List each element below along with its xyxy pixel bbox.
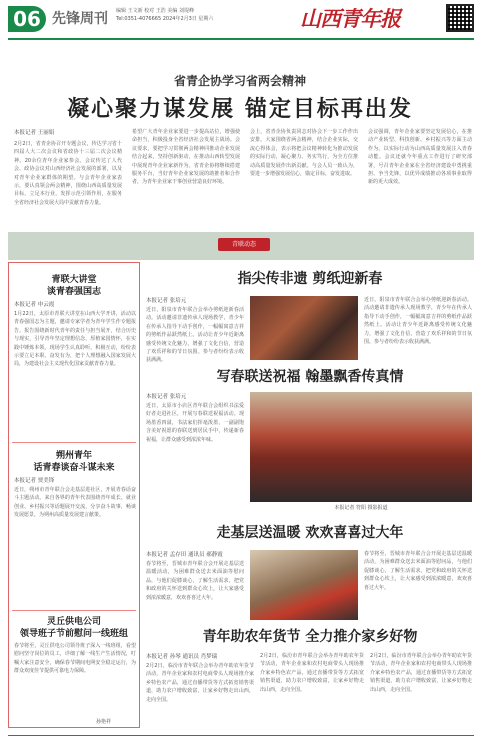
- story-byline-3: 本报记者 孟存田 通讯员 郝静霞: [146, 552, 223, 558]
- story1-body: 1月22日，太原市青联大讲堂在山西大学开讲，活动以青春强国志为主题，邀请专家学者为青年学生作专题报告。报告围绕新时代青年的责任与担当展开，结合历史与现实，引导青年坚定理想信念，厚植家国情怀，在实践中锤炼本领。现场学生认真聆听，积极互动，纷纷表示要立足本职、奋发有为，把个人理想融入国家发展大局，为建设社会主义现代化国家贡献青春力量。: [14, 311, 136, 368]
- story-headline-4: 青年助农年货节 全力推介家乡好物: [202, 629, 418, 645]
- visit-photo: [250, 550, 358, 620]
- story3-title-line1: 灵丘供电公司: [46, 617, 101, 627]
- story-byline-4: 本报记者 孙琴 通讯员 肖梦瑞: [146, 654, 218, 660]
- section-title: 先锋周刊: [52, 11, 108, 27]
- story2-byline: 本报记者 贾美锋: [14, 478, 55, 484]
- story-body-3-cont: 春节将至，晋城市青年联合会开展走基层送温暖活动，为困难群众送去米面油等慰问品，与他们促膝谈心，了解生活需求，把党和政府的关怀送到群众心坎上，让大家感受到浓浓暖意，欢欢喜喜过大年。: [364, 551, 472, 591]
- lead-body-col-2: 希望广大青年企业家要进一步提高站位，增强使命担当，积极投身全省经济社会发展主战场。会议要求，要把学习贯彻两会精神同推动企业发展结合起来，坚持创新驱动，在推动山西转型发展中展现青年企业家新作为。省青企协将继续搭建服务平台，当好青年企业家发展的助推者和合作者，为青年企业家干事创业营造良好环境。: [132, 129, 240, 186]
- story2-body: 近日，朔州市青年联合会走基层进社区，开展青春话奋斗主题活动。来自各界的青年代表围绕青年成长、就业创业、乡村振兴等话题展开交流，分享奋斗故事，畅谈发展愿景，为朔州高质量发展建言献策。: [14, 487, 136, 519]
- lead-body-col-1: 2月2日，省青企协召开专题会议，传达学习省十四届人大二次会议和省政协十三届二次会议精神。20余位青年企业家参会。会议传达了人代会、政协会议对山西经济社会发展的部署，以及对青年企业家群体的期望。与会青年企业家表示，要认真领会两会精神，围绕山西高质量发展目标，立足本行业，发挥示范引领作用，在服务全省经济社会发展大局中贡献青春力量。: [14, 141, 122, 206]
- qr-code-icon: [446, 4, 474, 32]
- footer-rule: [8, 735, 474, 736]
- story3-body: 春节将至，灵丘供电公司领导班子深入一线班组，看望慰问坚守岗位的员工，详细了解一线生产生活情况，叮嘱大家注意安全，确保春节期间电网安全稳定运行，为群众欢度佳节提供可靠电力保障。: [14, 643, 136, 675]
- header-rule: [8, 38, 474, 40]
- lead-kicker: 省青企协学习省两会精神: [173, 74, 306, 88]
- photo-caption-2: 本报记者 符阳 摄影报道: [334, 505, 388, 511]
- credits: [116, 7, 266, 23]
- lead-byline: 本报记者 王丽娟: [14, 130, 55, 136]
- divider: [12, 610, 136, 611]
- lead-body-col-3: 会上，省青企协负责同志对协会下一步工作作出安排。大家围绕省两会精神，结合企业实际，交流心得体会，表示将把会议精神转化为推动发展的实际行动，凝心聚力、务实笃行，为全方位推动高质量发展作出新贡献。与会人员一致认为，要进一步增强发展信心，锚定目标，奋发进取。: [250, 129, 358, 178]
- story-headline-3: 走基层送温暖 欢欢喜喜过大年: [216, 525, 404, 541]
- story-byline-2: 本报记者 张培元: [146, 394, 187, 400]
- couplet-writing-photo: [250, 392, 472, 502]
- credits-line-2: Tel:0351-4076665 2024年2月3日 星期六: [116, 16, 214, 22]
- story-body-4: 2月2日，临汾市青年联合会举办青年助农年货节活动，青年企业家和农村电商带头人现场推介家乡特色农产品，通过直播带货等方式拓宽销售渠道，助力农户增收致富，让家乡好物走出山西，走向全国。: [146, 663, 254, 703]
- story-byline-1: 本报记者 张培元: [146, 298, 187, 304]
- story2-title-line1: 朔州青年: [55, 451, 92, 461]
- story-body-2: 近日，太原市小店区青年联合会组织书法爱好者走进社区，开展写春联送祝福活动。现场墨香四溢，书法家们挥毫泼墨，一副副饱含美好祝愿的春联送到居民手中，传递新春祝福，让群众感受到浓浓年味。: [146, 403, 244, 443]
- story2-title-line2: 话青春谈奋斗谋未来: [33, 463, 115, 473]
- story1-byline: 本报记者 申云霞: [14, 302, 55, 308]
- story3-title-line2: 领导班子节前慰问一线班组: [19, 629, 128, 639]
- story-body-4-cont: 2月2日，临汾市青年联合会举办青年助农年货节活动，青年企业家和农村电商带头人现场推介家乡特色农产品，通过直播带货等方式拓宽销售渠道，助力农户增收致富，让家乡好物走出山西，走向全国。: [260, 653, 364, 693]
- lead-headline: 凝心聚力谋发展 锚定目标再出发: [67, 97, 413, 122]
- story-headline-2: 写春联送祝福 翰墨飘香传真情: [216, 369, 404, 385]
- story-body-4-cont2: 2月2日，临汾市青年联合会举办青年助农年货节活动，青年企业家和农村电商带头人现场推介家乡特色农产品，通过直播带货等方式拓宽销售渠道，助力农户增收致富，让家乡好物走出山西，走向全国。: [370, 653, 472, 693]
- story-headline-1: 指尖传非遗 剪纸迎新春: [237, 271, 383, 287]
- story1-title-line1: 青联大讲堂: [51, 275, 97, 285]
- paper-cutting-photo: [250, 296, 358, 360]
- story3-signoff: 孙艳祥: [96, 719, 112, 725]
- lead-body-col-4: 会议强调，青年企业家要坚定发展信心，在推动产业转型、科技创新、乡村振兴等方面主动作为，以实际行动为山西高质量发展注入青春动能。会议还就今年重点工作进行了研究部署，号召青年企业家在全省经济建设中勇挑重担、争当先锋，以优异成绩推动各项事业取得新的更大成效。: [368, 129, 472, 186]
- section-banner-label: 青联动态: [218, 238, 270, 251]
- page-number: 06: [8, 6, 46, 32]
- story-body-1: 近日，阳泉市青年联合会举办剪纸迎新春活动。活动邀请非遗传承人现场教学，青少年在传承人指导下动手创作，一幅幅寓意吉祥的剪纸作品跃然纸上。活动让青少年近距离感受传统文化魅力，增强了文化自信，营造了欢乐祥和的节日氛围。参与者纷纷表示收获满满。: [146, 307, 244, 364]
- story-body-1-cont: 近日，阳泉市青年联合会举办剪纸迎新春活动。活动邀请非遗传承人现场教学，青少年在传承人指导下动手创作，一幅幅寓意吉祥的剪纸作品跃然纸上。活动让青少年近距离感受传统文化魅力，增强了文化自信，营造了欢乐祥和的节日氛围。参与者纷纷表示收获满满。: [364, 297, 472, 346]
- credits-line-1: 编辑 王文新 校对 王浩 美编 刘堤峰: [116, 8, 194, 14]
- story1-title-line2: 谈青春强国志: [46, 287, 101, 297]
- masthead-logo: 山西青年报: [300, 6, 400, 31]
- story-body-3: 春节将至，晋城市青年联合会开展走基层送温暖活动，为困难群众送去米面油等慰问品，与他们促膝谈心，了解生活需求，把党和政府的关怀送到群众心坎上，让大家感受到浓浓暖意，欢欢喜喜过大年。: [146, 561, 244, 601]
- divider: [12, 442, 136, 443]
